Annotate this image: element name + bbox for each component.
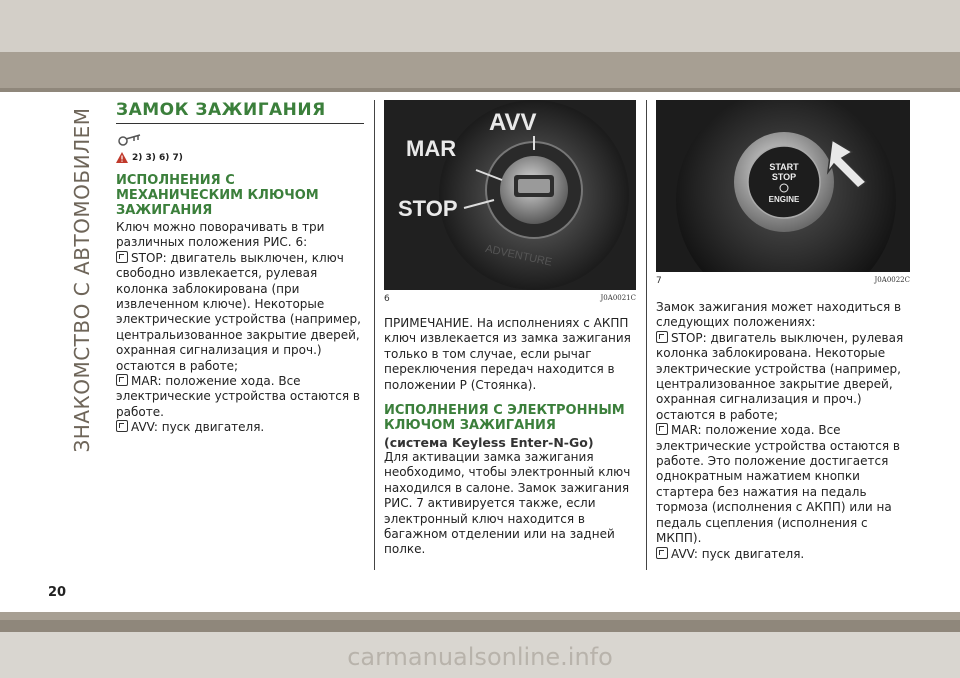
section-heading-electronic: ИСПОЛНЕНИЯ С ЭЛЕКТРОННЫМ КЛЮЧОМ ЗАЖИГАНИЯ <box>384 403 625 434</box>
arrow-bullet-icon <box>116 420 128 432</box>
stop-label: STOP <box>771 172 797 182</box>
column-divider <box>374 100 375 570</box>
bottom-stripe-dark <box>0 620 960 632</box>
rim-text: ADVENTURE <box>484 242 554 269</box>
figure-caption-7 <box>656 276 910 286</box>
arrow-bullet-icon <box>116 374 128 386</box>
start-label: START <box>769 162 799 172</box>
warning-ref-numbers: 2) 3) 6) 7) <box>132 152 183 163</box>
avv-item <box>656 547 910 562</box>
column-divider <box>646 100 647 570</box>
arrow-bullet-icon <box>656 331 668 343</box>
stop-text: STOP: двигатель выключен, ключ свободно извлекается, рулевая колонка заблокирована (при извлеченном ключе). Некоторые электрические устройства (например, центральизованное закрытие дверей, охранная сигнализация и проч.) остаются в работе; <box>116 250 361 373</box>
warning-triangle-icon <box>116 152 128 163</box>
section-heading-mechanical: ИСПОЛНЕНИЯ С МЕХАНИЧЕСКИМ КЛЮЧОМ ЗАЖИГАНИЯ <box>116 173 319 218</box>
figure-code: J0A0021C <box>600 294 636 302</box>
watermark: carmanualsonline.info <box>347 643 613 671</box>
figure-code: J0A0022C <box>874 276 910 284</box>
column-1 <box>116 100 364 436</box>
top-stripe <box>0 52 960 88</box>
note-text: ПРИМЕЧАНИЕ. На исполнениях с АКПП ключ извлекается из замка зажигания только в том случае, если рычаг переключения передач находится в положении P (Стоянка). <box>384 316 631 392</box>
ignition-lock-illustration <box>384 100 636 290</box>
figure-number: 7 <box>656 276 662 286</box>
top-stripe-line <box>0 88 960 92</box>
ignition-key-photo <box>384 100 636 290</box>
mar-text: MAR: положение хода. Все электрические устройства остаются в работе. Это положение достигается однократным нажатием кнопки стартера без нажатия на педаль тормоза (исполнения с АКПП) или на педаль сцепления (исполнения с МКПП). <box>656 423 900 546</box>
top-band <box>0 0 960 52</box>
avv-item <box>116 420 364 435</box>
column-2 <box>384 100 636 558</box>
mar-label: MAR <box>406 136 457 161</box>
page-number: 20 <box>48 585 67 600</box>
mar-item <box>116 374 364 420</box>
intro-text: Ключ можно поворачивать в три различных положения РИС. 6: <box>116 220 325 250</box>
arrow-bullet-icon <box>656 547 668 559</box>
electronic-body: Для активации замка зажигания необходимо, чтобы электронный ключ находился в салоне. Замок зажигания РИС. 7 активируется также, если электронный ключ находится в багажном отделении или на задней полке. <box>384 450 631 557</box>
bottom-stripe <box>0 612 960 620</box>
arrow-bullet-icon <box>116 251 128 263</box>
figure-number: 6 <box>384 294 390 304</box>
avv-text: AVV: пуск двигателя. <box>671 546 805 561</box>
section-subheading: (система Keyless Enter-N-Go) <box>384 435 594 451</box>
stop-text: STOP: двигатель выключен, рулевая колонка заблокирована. Некоторые электрические устройства (например, централизованное закрытие дверей, охранная сигнализация и проч.) остаются в работе; <box>656 330 904 422</box>
sidebar-label: ЗНАКОМСТВО С АВТОМОБИЛЕМ <box>70 107 94 453</box>
arrow-bullet-icon <box>656 423 668 435</box>
page-title: ЗАМОК ЗАЖИГАНИЯ <box>116 100 364 124</box>
warning-refs <box>116 152 364 163</box>
column-3 <box>656 100 910 562</box>
start-button-photo <box>656 100 910 272</box>
engine-label: ENGINE <box>768 195 800 204</box>
mar-text: MAR: положение хода. Все электрические устройства остаются в работе. <box>116 374 360 419</box>
icon-row <box>116 132 364 148</box>
mar-item <box>656 423 910 546</box>
start-stop-illustration <box>656 100 910 272</box>
stop-item <box>656 331 910 423</box>
key-icon <box>116 132 142 148</box>
section-sidebar <box>62 100 102 460</box>
avv-text: AVV: пуск двигателя. <box>131 420 265 435</box>
intro-text: Замок зажигания может находиться в следующих положениях: <box>656 300 902 330</box>
stop-item <box>116 251 364 374</box>
stop-label: STOP <box>398 196 458 221</box>
figure-caption-6 <box>384 294 636 304</box>
avv-label: AVV <box>489 109 537 136</box>
